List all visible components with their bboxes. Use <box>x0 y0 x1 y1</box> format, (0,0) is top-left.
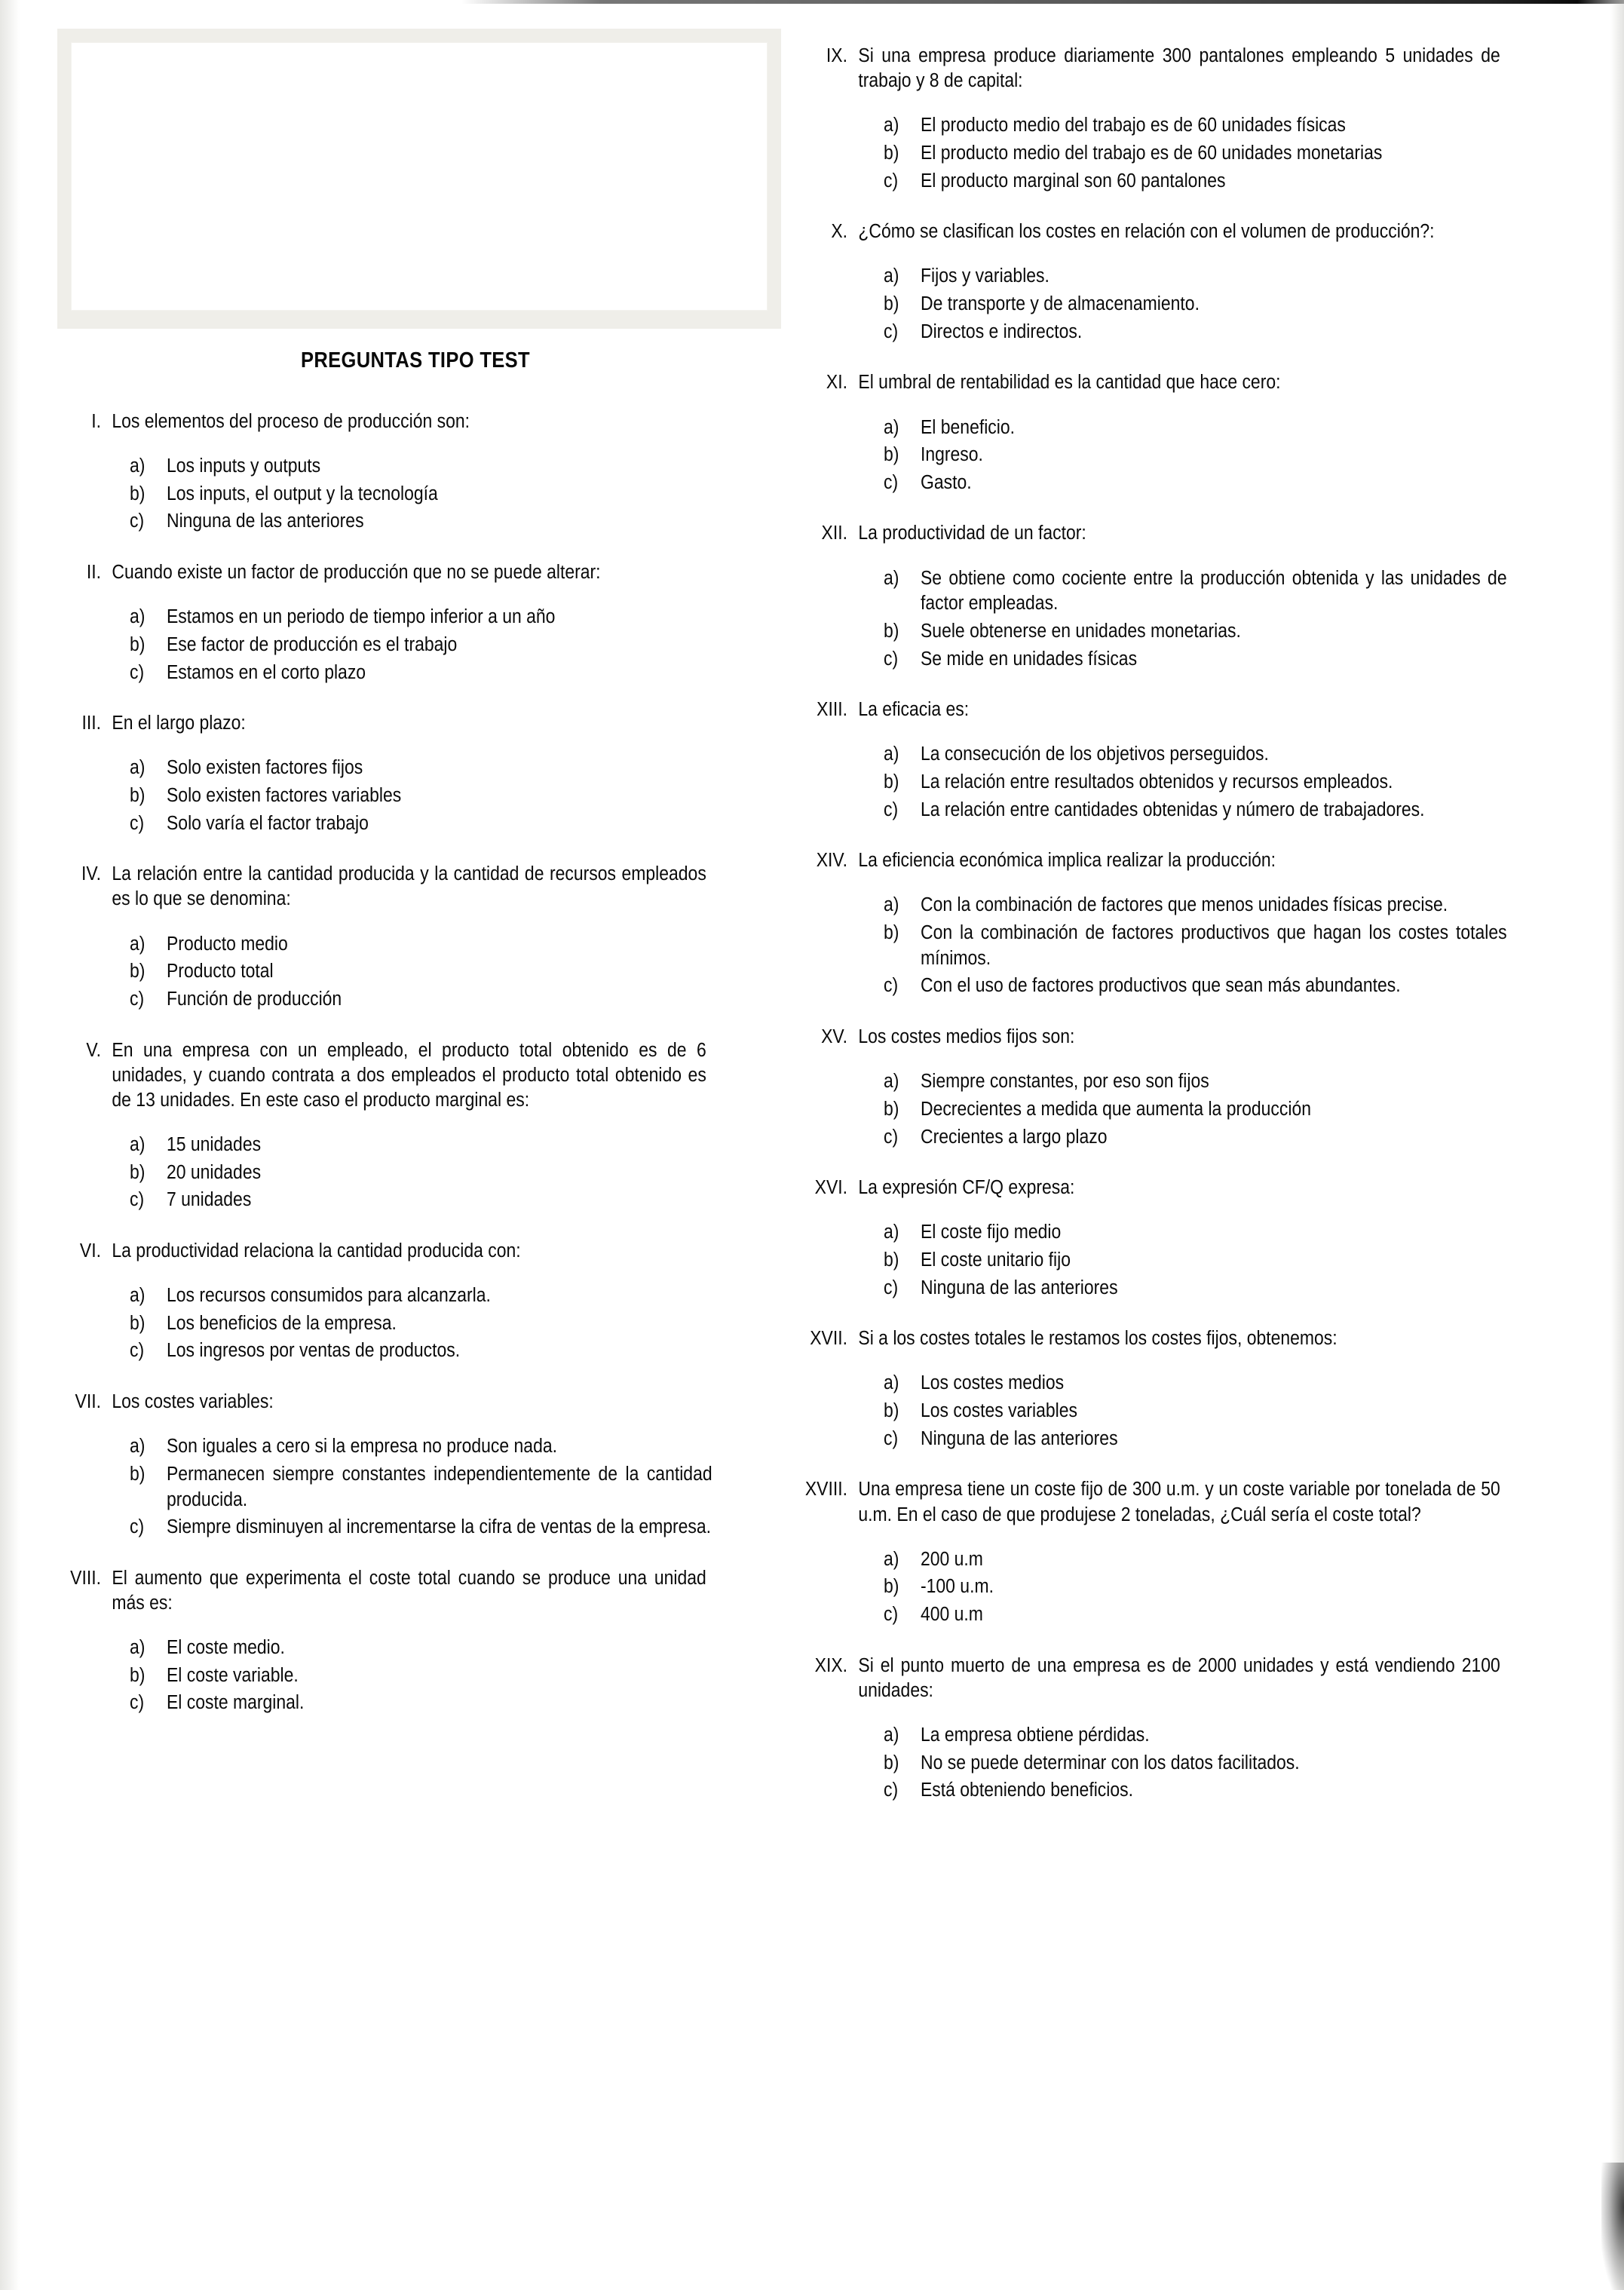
option-item[interactable] <box>884 921 1573 971</box>
question-text: Los costes medios fijos son: <box>858 1026 1075 1048</box>
question-number: VIII. <box>70 1567 101 1589</box>
option-text: Los inputs, el output y la tecnología <box>167 483 438 504</box>
option-item[interactable] <box>130 1691 774 1716</box>
option-marker: b) <box>884 1098 899 1120</box>
option-text: La empresa obtiene pérdidas. <box>921 1724 1150 1746</box>
question-number: II. <box>86 562 101 584</box>
option-list <box>774 1371 1573 1452</box>
question-number: IX. <box>826 45 847 66</box>
option-text: El producto medio del trabajo es de 60 unidades físicas <box>921 115 1346 136</box>
option-item[interactable] <box>130 1160 774 1186</box>
question-number: XII. <box>821 523 847 544</box>
option-text: Ninguna de las anteriores <box>921 1277 1118 1298</box>
option-marker: c) <box>130 1189 145 1211</box>
option-marker: a) <box>884 265 899 287</box>
option-marker: b) <box>130 633 146 655</box>
empty-image-frame-inner <box>71 42 768 311</box>
option-item[interactable] <box>130 1188 774 1213</box>
option-text: Estamos en un periodo de tiempo inferior a un año <box>167 606 556 628</box>
option-marker: b) <box>884 1249 899 1271</box>
option-text: El coste variable. <box>167 1664 299 1686</box>
option-text: Ingreso. <box>921 444 983 466</box>
option-marker: a) <box>884 1372 899 1394</box>
question-heading <box>774 219 1573 244</box>
option-marker: c) <box>884 799 899 820</box>
option-item[interactable] <box>130 509 774 535</box>
option-text: Son iguales a cero si la empresa no produce nada. <box>167 1436 557 1458</box>
option-marker: c) <box>884 1126 899 1148</box>
option-marker: c) <box>130 510 145 532</box>
question-number: III. <box>81 713 101 734</box>
option-list <box>774 264 1573 345</box>
option-text: El coste unitario fijo <box>921 1249 1071 1271</box>
option-item[interactable] <box>884 1125 1573 1151</box>
option-item[interactable] <box>884 973 1573 999</box>
option-marker: a) <box>130 1436 146 1458</box>
option-item[interactable] <box>130 482 774 507</box>
question-heading <box>774 848 1573 873</box>
option-text: Decrecientes a medida que aumenta la producción <box>921 1098 1311 1120</box>
option-item[interactable] <box>884 1399 1573 1424</box>
question-number: XIII. <box>817 699 847 721</box>
question-heading <box>774 1326 1573 1351</box>
question-text: La relación entre la cantidad producida y la cantidad de recursos empleados es lo que se denomina: <box>112 863 706 910</box>
option-marker: c) <box>884 1604 899 1626</box>
question-heading <box>774 1654 1573 1703</box>
option-marker: b) <box>884 142 899 164</box>
option-item[interactable] <box>130 1635 774 1661</box>
option-list <box>57 932 774 1013</box>
question-heading <box>774 1477 1573 1527</box>
left-question-list <box>57 409 774 1716</box>
option-text: Producto medio <box>167 933 288 955</box>
question-text: La expresión CF/Q expresa: <box>858 1177 1075 1199</box>
option-item[interactable] <box>884 1069 1573 1095</box>
option-list <box>774 566 1573 673</box>
question-number: XVI. <box>814 1177 847 1199</box>
option-marker: c) <box>130 1692 145 1714</box>
question-block <box>774 848 1573 999</box>
question-block <box>774 1326 1573 1452</box>
question-heading <box>57 1390 774 1415</box>
option-text: Los costes variables <box>921 1400 1077 1422</box>
question-heading <box>57 862 774 912</box>
option-text: El coste marginal. <box>167 1692 305 1714</box>
option-marker: a) <box>130 933 146 955</box>
option-item[interactable] <box>130 1311 774 1337</box>
option-item[interactable] <box>884 113 1573 139</box>
option-text: Función de producción <box>167 988 342 1010</box>
question-number: XIX. <box>814 1654 847 1676</box>
question-text: ¿Cómo se clasifican los costes en relación con el volumen de producción?: <box>858 221 1435 243</box>
option-marker: c) <box>884 1780 899 1801</box>
question-number: XVII. <box>810 1328 847 1350</box>
option-text: Gasto. <box>921 471 972 493</box>
option-item[interactable] <box>130 1434 774 1460</box>
question-text: Si una empresa produce diariamente 300 pantalones empleando 5 unidades de trabajo y 8 de capital: <box>858 45 1500 92</box>
option-item[interactable] <box>884 798 1573 823</box>
option-item[interactable] <box>130 605 774 630</box>
question-heading <box>774 44 1573 94</box>
option-text: De transporte y de almacenamiento. <box>921 293 1200 315</box>
question-number: X. <box>831 221 847 243</box>
question-block <box>774 697 1573 823</box>
option-text: La relación entre resultados obtenidos y recursos empleados. <box>921 771 1393 793</box>
option-text: Los inputs y outputs <box>167 455 321 477</box>
option-marker: a) <box>884 1548 899 1570</box>
option-text: Suele obtenerse en unidades monetarias. <box>921 620 1241 642</box>
option-marker: c) <box>884 648 899 670</box>
option-item[interactable] <box>130 756 774 781</box>
question-number: XV. <box>821 1026 847 1048</box>
option-marker: c) <box>884 1277 899 1298</box>
option-item[interactable] <box>884 770 1573 796</box>
question-block <box>57 409 774 535</box>
option-text: Crecientes a largo plazo <box>921 1126 1108 1148</box>
option-marker: a) <box>884 743 899 765</box>
option-item[interactable] <box>130 1283 774 1309</box>
right-column <box>774 44 1573 1829</box>
question-heading <box>774 1176 1573 1200</box>
option-text: El coste fijo medio <box>921 1222 1062 1243</box>
option-list <box>57 1283 774 1364</box>
option-item[interactable] <box>884 1276 1573 1301</box>
question-text: La eficacia es: <box>858 699 970 721</box>
option-text: 7 unidades <box>167 1189 252 1211</box>
option-text: Siempre constantes, por eso son fijos <box>921 1071 1209 1093</box>
question-text: Los costes variables: <box>112 1391 274 1413</box>
option-text: Directos e indirectos. <box>921 320 1083 342</box>
question-text: La productividad relaciona la cantidad producida con: <box>112 1240 521 1261</box>
option-item[interactable] <box>130 783 774 809</box>
question-heading <box>57 1038 774 1113</box>
option-text: Producto total <box>167 961 274 983</box>
option-text: El beneficio. <box>921 416 1016 438</box>
option-marker: b) <box>884 771 899 793</box>
option-marker: a) <box>884 115 899 136</box>
option-text: -100 u.m. <box>921 1576 994 1598</box>
question-text: Una empresa tiene un coste fijo de 300 u.m. y un coste variable por tonelada de 50 u.m. En el caso de que produjese 2 toneladas, ¿Cuál sería el coste total? <box>858 1479 1500 1525</box>
option-text: La consecución de los objetivos perseguidos. <box>921 743 1269 765</box>
option-marker: c) <box>130 661 145 683</box>
question-heading <box>57 560 774 585</box>
question-heading <box>57 1566 774 1616</box>
option-item[interactable] <box>130 811 774 837</box>
right-question-list <box>774 44 1573 1804</box>
option-list <box>57 1434 774 1540</box>
question-text: En el largo plazo: <box>112 713 246 734</box>
option-marker: b) <box>884 444 899 466</box>
option-item[interactable] <box>884 292 1573 317</box>
option-text: Los recursos consumidos para alcanzarla. <box>167 1285 491 1307</box>
question-block <box>774 521 1573 672</box>
option-text: Permanecen siempre constantes independientemente de la cantidad producida. <box>167 1463 712 1510</box>
question-block <box>774 1477 1573 1627</box>
option-item[interactable] <box>130 454 774 480</box>
scan-right-edge-artifact <box>1610 0 1624 2290</box>
option-item[interactable] <box>884 169 1573 195</box>
option-item[interactable] <box>884 893 1573 918</box>
question-number: VI. <box>79 1240 101 1261</box>
option-list <box>57 605 774 685</box>
option-marker: b) <box>130 1312 146 1334</box>
page-title: PREGUNTAS TIPO TEST <box>301 348 530 372</box>
option-item[interactable] <box>130 959 774 985</box>
option-text: Con la combinación de factores productivos que hagan los costes totales mínimos. <box>921 922 1507 969</box>
option-text: Se obtiene como cociente entre la producción obtenida y las unidades de factor empleadas. <box>921 567 1507 615</box>
option-marker: b) <box>884 1752 899 1773</box>
option-item[interactable] <box>884 471 1573 496</box>
option-marker: b) <box>884 1400 899 1422</box>
scan-smudge-artifact <box>1601 2163 1624 2290</box>
option-text: 200 u.m <box>921 1548 983 1570</box>
option-text: Se mide en unidades físicas <box>921 648 1138 670</box>
option-item[interactable] <box>130 1663 774 1689</box>
option-text: La relación entre cantidades obtenidas y número de trabajadores. <box>921 799 1425 820</box>
option-item[interactable] <box>884 1371 1573 1396</box>
option-marker: c) <box>130 1516 145 1538</box>
option-text: 20 unidades <box>167 1161 262 1183</box>
question-block <box>57 711 774 836</box>
empty-image-frame <box>57 29 781 329</box>
question-block <box>57 560 774 685</box>
option-marker: b) <box>130 785 146 807</box>
option-marker: b) <box>130 1664 146 1686</box>
option-marker: a) <box>130 1134 146 1155</box>
option-marker: a) <box>884 894 899 916</box>
option-marker: b) <box>130 1161 146 1183</box>
option-item[interactable] <box>884 264 1573 290</box>
option-text: Está obteniendo beneficios. <box>921 1780 1133 1801</box>
option-text: Solo existen factores variables <box>167 785 402 807</box>
option-marker: c) <box>130 988 145 1010</box>
option-item[interactable] <box>130 661 774 686</box>
option-marker: a) <box>130 1637 146 1659</box>
option-list <box>774 1547 1573 1628</box>
question-text: El umbral de rentabilidad es la cantidad que hace cero: <box>858 372 1281 394</box>
option-text: Fijos y variables. <box>921 265 1049 287</box>
question-block <box>774 1025 1573 1150</box>
option-marker: b) <box>884 922 899 944</box>
question-heading <box>774 521 1573 546</box>
option-marker: a) <box>884 1222 899 1243</box>
option-item[interactable] <box>130 932 774 958</box>
option-marker: a) <box>130 757 146 779</box>
option-marker: c) <box>884 320 899 342</box>
option-list <box>57 756 774 836</box>
option-item[interactable] <box>884 443 1573 468</box>
option-marker: b) <box>884 1576 899 1598</box>
option-list <box>774 1723 1573 1804</box>
option-list <box>774 742 1573 823</box>
question-block <box>774 1176 1573 1301</box>
question-heading <box>57 711 774 736</box>
option-text: Ninguna de las anteriores <box>921 1427 1118 1449</box>
option-item[interactable] <box>884 320 1573 345</box>
question-block <box>57 1390 774 1540</box>
option-marker: c) <box>130 1340 145 1362</box>
question-block <box>57 1566 774 1716</box>
question-block <box>774 1654 1573 1804</box>
question-heading <box>774 370 1573 395</box>
option-text: Ninguna de las anteriores <box>167 510 364 532</box>
option-item[interactable] <box>884 1751 1573 1777</box>
question-block <box>774 219 1573 345</box>
option-marker: b) <box>130 483 146 504</box>
option-marker: a) <box>884 416 899 438</box>
question-number: IV. <box>81 863 101 885</box>
option-list <box>774 1069 1573 1150</box>
question-text: La eficiencia económica implica realizar la producción: <box>858 850 1276 872</box>
option-text: No se puede determinar con los datos facilitados. <box>921 1752 1300 1773</box>
option-item[interactable] <box>130 633 774 658</box>
option-item[interactable] <box>884 141 1573 167</box>
option-list <box>57 1133 774 1213</box>
question-number: VII. <box>75 1391 101 1413</box>
option-marker: b) <box>884 293 899 315</box>
question-heading <box>57 1239 774 1264</box>
option-text: Solo varía el factor trabajo <box>167 812 369 834</box>
option-marker: a) <box>130 1285 146 1307</box>
question-block <box>57 862 774 1012</box>
option-item[interactable] <box>884 566 1573 617</box>
question-text: El aumento que experimenta el coste total cuando se produce una unidad más es: <box>112 1567 706 1614</box>
option-item[interactable] <box>884 619 1573 645</box>
option-item[interactable] <box>130 1515 774 1540</box>
left-column <box>57 29 774 1742</box>
question-heading <box>774 1025 1573 1050</box>
option-marker: a) <box>130 455 146 477</box>
question-block <box>57 1038 774 1213</box>
option-marker: a) <box>130 606 146 628</box>
option-item[interactable] <box>130 1338 774 1364</box>
option-text: Estamos en el corto plazo <box>167 661 366 683</box>
question-number: V. <box>86 1039 101 1061</box>
question-heading <box>57 409 774 434</box>
question-text: Cuando existe un factor de producción que no se puede alterar: <box>112 562 601 584</box>
option-text: Los costes medios <box>921 1372 1065 1394</box>
option-item[interactable] <box>884 1097 1573 1123</box>
option-list <box>774 113 1573 194</box>
option-text: El producto marginal son 60 pantalones <box>921 170 1226 192</box>
option-text: 400 u.m <box>921 1604 983 1626</box>
question-text: La productividad de un factor: <box>858 523 1086 544</box>
option-list <box>57 1635 774 1716</box>
option-item[interactable] <box>884 647 1573 673</box>
option-item[interactable] <box>884 1547 1573 1573</box>
option-text: Los ingresos por ventas de productos. <box>167 1340 461 1362</box>
question-text: Si el punto muerto de una empresa es de 2000 unidades y está vendiendo 2100 unidades: <box>858 1654 1500 1701</box>
option-item[interactable] <box>884 1574 1573 1600</box>
option-item[interactable] <box>884 1602 1573 1628</box>
option-marker: c) <box>884 471 899 493</box>
question-block <box>774 44 1573 194</box>
option-text: El producto medio del trabajo es de 60 unidades monetarias <box>921 142 1383 164</box>
option-item[interactable] <box>884 1248 1573 1274</box>
option-list <box>774 893 1573 999</box>
option-item[interactable] <box>884 1723 1573 1749</box>
option-marker: c) <box>130 812 145 834</box>
option-item[interactable] <box>130 1462 774 1513</box>
option-text: Siempre disminuyen al incrementarse la cifra de ventas de la empresa. <box>167 1516 711 1538</box>
option-marker: a) <box>884 567 899 589</box>
option-marker: b) <box>130 1463 146 1485</box>
option-marker: a) <box>884 1724 899 1746</box>
question-number: XI. <box>826 372 847 394</box>
scan-top-edge-artifact <box>461 0 1624 4</box>
option-list <box>57 454 774 535</box>
scan-left-edge-artifact <box>0 0 20 2290</box>
option-text: Con la combinación de factores que menos unidades físicas precise. <box>921 894 1448 916</box>
option-marker: b) <box>884 620 899 642</box>
option-item[interactable] <box>884 1220 1573 1246</box>
question-text: Los elementos del proceso de producción son: <box>112 411 470 432</box>
option-text: El coste medio. <box>167 1637 285 1659</box>
option-text: Los beneficios de la empresa. <box>167 1312 397 1334</box>
option-item[interactable] <box>884 415 1573 441</box>
option-item[interactable] <box>884 742 1573 768</box>
option-marker: c) <box>884 1427 899 1449</box>
option-text: 15 unidades <box>167 1134 262 1155</box>
option-item[interactable] <box>884 1427 1573 1452</box>
question-number: I. <box>91 411 101 432</box>
option-text: Con el uso de factores productivos que sean más abundantes. <box>921 975 1401 997</box>
option-marker: a) <box>884 1071 899 1093</box>
option-list <box>774 415 1573 496</box>
option-marker: c) <box>884 170 899 192</box>
question-block <box>774 370 1573 495</box>
option-text: Solo existen factores fijos <box>167 757 363 779</box>
question-text: Si a los costes totales le restamos los costes fijos, obtenemos: <box>858 1328 1338 1350</box>
option-marker: c) <box>884 975 899 997</box>
question-number: XVIII. <box>804 1479 847 1501</box>
option-text: Ese factor de producción es el trabajo <box>167 633 458 655</box>
option-marker: b) <box>130 961 146 983</box>
question-block <box>57 1239 774 1364</box>
option-list <box>774 1220 1573 1301</box>
option-item[interactable] <box>130 987 774 1013</box>
question-text: En una empresa con un empleado, el producto total obtenido es de 6 unidades, y cuando contrata a dos empleados el producto total obtenido es de 13 unidades. En este caso el producto marginal es: <box>112 1039 706 1111</box>
question-heading <box>774 697 1573 722</box>
option-item[interactable] <box>884 1778 1573 1804</box>
option-item[interactable] <box>130 1133 774 1158</box>
question-number: XIV. <box>816 850 847 872</box>
